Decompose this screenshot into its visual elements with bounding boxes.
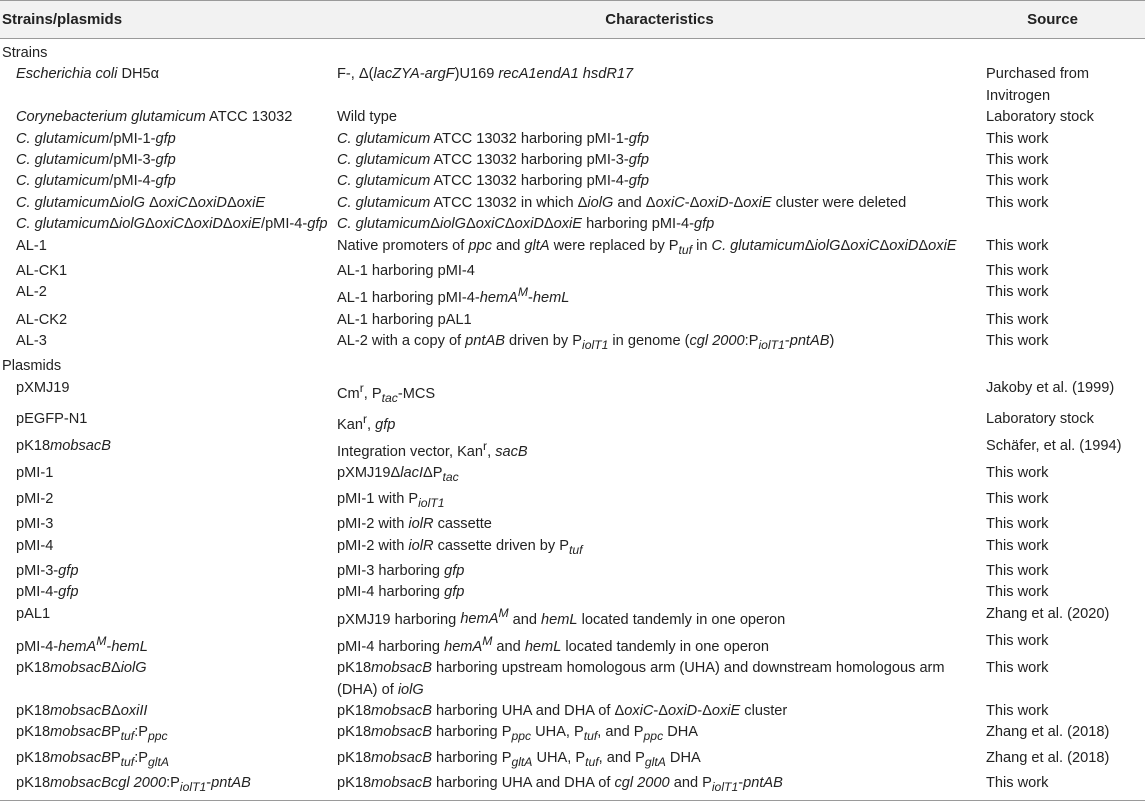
cell-characteristics: pMI-4 harboring hemA$^M$ and hemL located tandemly in one operon (337, 633, 770, 655)
cell-strain-plasmid-name: C. glutamicum/pMI-1-gfp (16, 130, 176, 147)
cell-characteristics: Cm$^r$, $P_{tac}$-MCS (337, 380, 436, 405)
table-row (0, 171, 1145, 192)
column-header-characteristics: Characteristics (335, 1, 984, 39)
cell-source: This work (986, 130, 1049, 147)
cell-characteristics: pK18mobsacB harboring $P_{gltA}$ UHA, $P_{tuf}$, and $P_{gltA}$ DHA (337, 749, 701, 769)
cell-characteristics: C. glutamicum ATCC 13032 in which ΔiolG and ΔoxiC-ΔoxiD-ΔoxiE cluster were deleted (337, 194, 907, 211)
table-row (0, 514, 1145, 535)
table-row (0, 463, 1145, 488)
cell-strain-plasmid-name: $pK18mobsacBP_{tuf}:P_{gltA}$ (16, 749, 169, 769)
cell-strain-plasmid-name: pK18mobsacBcgl $2000:P_{iolT1}$-pntAB (0, 773, 335, 801)
section-label: Strains (2, 45, 48, 61)
section-row (0, 356, 1145, 377)
cell-strain-plasmid-name: pMI-4-hemA$^M$-hemL (16, 633, 148, 655)
cell-characteristics: AL-2 with a copy of pntAB driven by $P_{iolT1}$ in genome (cgl $2000:P_{iolT1}-pntAB$) (337, 333, 835, 352)
cell-source: This work (986, 584, 1049, 601)
cell-strain-plasmid-name: Corynebacterium glutamicum ATCC 13032 (16, 109, 293, 126)
cell-characteristics: F-, Δ(lacZYA-argF)U169 recA1endA1 hsdR17 (337, 66, 634, 83)
table-row (0, 604, 1145, 631)
table-row (0, 561, 1145, 582)
cell-source: This work (986, 284, 1049, 301)
cell-characteristics: AL-1 harboring pMI-4-hemA$^M$-hemL (337, 285, 570, 307)
cell-strain-plasmid-name: AL-2 (16, 284, 47, 301)
cell-characteristics: pK18mobsacB harboring UHA and DHA of cgl 2000 and $P_{iolT1}$-pntAB (335, 773, 984, 801)
table-row (0, 722, 1145, 747)
table-row (0, 214, 1145, 235)
table-row (0, 409, 1145, 436)
cell-strain-plasmid-name: pMI-4 (16, 537, 54, 554)
table-row (0, 331, 1145, 356)
table-row (0, 701, 1145, 722)
cell-source: This work (986, 660, 1049, 677)
table-row (0, 378, 1145, 409)
cell-characteristics: pMI-2 with iolR cassette (337, 516, 492, 533)
cell-characteristics: pK18mobsacB harboring upstream homologous arm (UHA) and downstream homologous arm (DHA) of iolG (337, 660, 945, 698)
table-row (0, 773, 1145, 801)
cell-strain-plasmid-name: pK18mobsacB (16, 438, 111, 455)
cell-characteristics: pXMJ19 harboring hemA$^M$ and hemL located tandemly in one operon (337, 606, 786, 628)
cell-strain-plasmid-name: AL-1 (16, 237, 47, 254)
cell-source: This work (986, 702, 1049, 719)
table-row (0, 582, 1145, 603)
cell-source: This work (986, 562, 1049, 579)
cell-source (984, 214, 1145, 235)
cell-source: Zhang et al. (2018) (986, 724, 1110, 741)
cell-source: This work (986, 311, 1049, 328)
table-row (0, 489, 1145, 514)
cell-source: This work (986, 490, 1049, 507)
cell-source: Zhang et al. (2018) (986, 749, 1110, 766)
cell-source: Zhang et al. (2020) (986, 605, 1110, 622)
cell-source: This work (986, 333, 1049, 350)
cell-characteristics: C. glutamicumΔiolGΔoxiCΔoxiDΔoxiE harboring pMI-4-gfp (337, 216, 715, 233)
cell-source: Schäfer, et al. (1994) (986, 438, 1122, 455)
table-row (0, 64, 1145, 107)
cell-strain-plasmid-name: AL-CK1 (16, 262, 68, 279)
table-body (0, 39, 1145, 801)
cell-source: This work (986, 237, 1049, 254)
table-row (0, 150, 1145, 171)
cell-strain-plasmid-name: Escherichia coli DH5α (16, 66, 160, 83)
cell-characteristics: pMI-2 with iolR cassette driven by $P_{tuf}$ (337, 537, 583, 557)
table-row (0, 107, 1145, 128)
cell-source: This work (986, 173, 1049, 190)
cell-characteristics: pMI-4 harboring gfp (337, 584, 465, 601)
cell-characteristics: pK18mobsacB harboring $P_{ppc}$ UHA, $P_{tuf}$, and $P_{ppc}$ DHA (337, 724, 699, 744)
table-row (0, 129, 1145, 150)
column-header-source: Source (984, 1, 1145, 39)
cell-strain-plasmid-name: pK18mobsacBΔiolG (16, 660, 147, 677)
table-row (0, 631, 1145, 658)
cell-source: Jakoby et al. (1999) (986, 379, 1115, 396)
table-row (0, 748, 1145, 773)
cell-characteristics: C. glutamicum ATCC 13032 harboring pMI-4-gfp (337, 173, 650, 190)
cell-strain-plasmid-name: pEGFP-N1 (16, 410, 88, 427)
cell-characteristics: AL-1 harboring pMI-4 (337, 262, 475, 279)
cell-characteristics: Kan$^r$, gfp (337, 411, 396, 433)
cell-strain-plasmid-name: pMI-2 (16, 490, 54, 507)
cell-source: Laboratory stock (986, 109, 1094, 126)
table-row (0, 310, 1145, 331)
section-row (0, 39, 1145, 65)
cell-source: This work (986, 632, 1049, 649)
cell-source: This work (986, 152, 1049, 169)
table-row (0, 193, 1145, 214)
cell-characteristics: C. glutamicum ATCC 13032 harboring pMI-3-gfp (337, 152, 650, 169)
table-row (0, 658, 1145, 701)
cell-strain-plasmid-name: $pK18mobsacBP_{tuf}:P_{ppc}$ (16, 724, 168, 744)
cell-strain-plasmid-name: C. glutamicum/pMI-3-gfp (16, 152, 176, 169)
cell-source: This work (986, 465, 1049, 482)
table-row (0, 261, 1145, 282)
cell-strain-plasmid-name: pXMJ19 (16, 379, 70, 396)
cell-characteristics: pXMJ19ΔlacIΔP$_{tac}$ (337, 465, 459, 485)
column-header-strains-plasmids: Strains/plasmids (0, 1, 335, 39)
cell-strain-plasmid-name: AL-3 (16, 333, 47, 350)
cell-source: This work (986, 194, 1049, 211)
cell-strain-plasmid-name: pAL1 (16, 605, 51, 622)
cell-strain-plasmid-name: C. glutamicum/pMI-4-gfp (16, 173, 176, 190)
cell-source: This work (984, 773, 1145, 801)
table-row (0, 282, 1145, 309)
table-header-row (0, 1, 1145, 39)
table-row (0, 536, 1145, 561)
cell-characteristics: AL-1 harboring pAL1 (337, 311, 472, 328)
table-row (0, 236, 1145, 261)
cell-source: This work (986, 262, 1049, 279)
table-row (0, 436, 1145, 463)
cell-source: Laboratory stock (986, 410, 1094, 427)
cell-characteristics: Native promoters of ppc and gltA were replaced by $P_{tuf}$ in C. glutamicumΔiolGΔoxiCΔoxiDΔoxiE (337, 237, 957, 257)
cell-strain-plasmid-name: pMI-4-gfp (16, 584, 79, 601)
cell-strain-plasmid-name: C. glutamicumΔiolGΔoxiCΔoxiDΔoxiE/pMI-4-gfp (16, 216, 328, 233)
section-label: Plasmids (2, 358, 62, 375)
cell-strain-plasmid-name: pMI-3 (16, 516, 54, 533)
cell-source: This work (986, 537, 1049, 554)
cell-characteristics: C. glutamicum ATCC 13032 harboring pMI-1-gfp (337, 130, 650, 147)
cell-strain-plasmid-name: AL-CK2 (16, 311, 68, 328)
cell-strain-plasmid-name: pMI-3-gfp (16, 562, 79, 579)
cell-source: Purchased from Invitrogen (986, 66, 1090, 104)
cell-source: This work (986, 516, 1049, 533)
cell-strain-plasmid-name: pMI-1 (16, 465, 54, 482)
cell-characteristics: pK18mobsacB harboring UHA and DHA of ΔoxiC-ΔoxiD-ΔoxiE cluster (337, 702, 788, 719)
cell-strain-plasmid-name: C. glutamicumΔiolG ΔoxiCΔoxiDΔoxiE (16, 194, 266, 211)
cell-characteristics: pMI-1 with $P_{iolT1}$ (337, 490, 445, 510)
cell-characteristics: Integration vector, Kan$^r$, sacB (337, 439, 528, 461)
cell-strain-plasmid-name: pK18mobsacBΔoxiII (16, 702, 148, 719)
cell-characteristics: pMI-3 harboring gfp (337, 562, 465, 579)
cell-characteristics: Wild type (337, 109, 398, 126)
